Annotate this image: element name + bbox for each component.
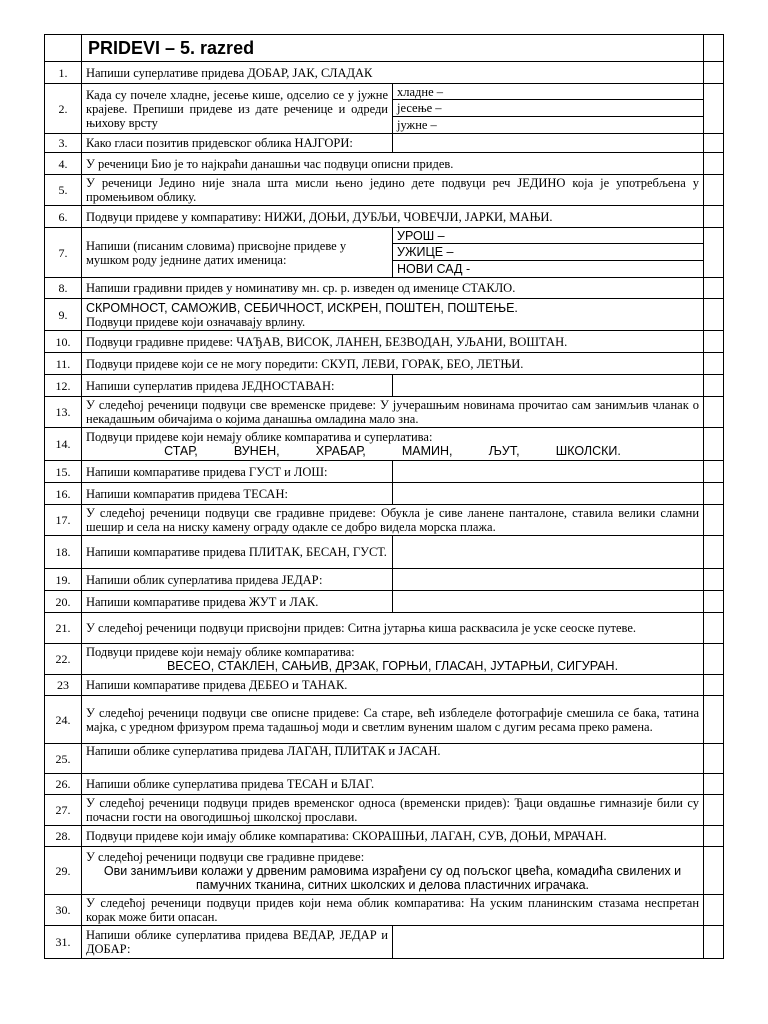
answer-line[interactable]: НОВИ САД - [397,261,471,276]
question-number: 25. [45,744,82,774]
question-number: 15. [45,461,82,483]
blank-cell [704,461,724,483]
question-number: 28. [45,826,82,847]
question-text: Напиши градивни придев у номинативу мн. ср. р. изведен од именице СТАКЛО. [82,278,704,299]
page-title: PRIDEVI – 5. razred [82,35,704,62]
question-text: Напиши компаративе придева ГУСТ и ЛОШ: [82,461,393,483]
answer-cell[interactable] [393,483,704,505]
question-row-11 [45,353,724,375]
blank-cell [704,505,724,536]
question-number: 30. [45,895,82,926]
blank-cell [704,744,724,774]
question-number: 27. [45,795,82,826]
question-text [82,299,704,331]
blank-cell [704,926,724,959]
word: СТАР, [164,444,198,458]
question-row-21 [45,613,724,644]
question-number: 19. [45,569,82,591]
question-number: 9. [45,299,82,331]
question-text: Напиши облике суперлатива придева ВЕДАР, ЈЕДАР и ДОБАР: [82,926,393,959]
blank-cell [704,35,724,62]
question-row-19 [45,569,724,591]
question-text: Напиши компаративе придева ЖУТ и ЛАК. [82,591,393,613]
question-row-25 [45,744,724,774]
question-row-20 [45,591,724,613]
question-number: 4. [45,153,82,175]
blank-cell [45,35,82,62]
question-text: У реченици Био је то најкраћи данашњи час подвуци описни придев. [82,153,704,175]
question-text: Напиши облик суперлатива придева ЈЕДАР: [82,569,393,591]
question-row-15 [45,461,724,483]
question-row-23 [45,675,724,696]
question-text: Напиши суперлатив придева ЈЕДНОСТАВАН: [82,375,393,397]
question-row-1 [45,62,724,84]
blank-cell [704,397,724,428]
question-row-16 [45,483,724,505]
answer-line[interactable]: хладне – [393,84,703,100]
blank-cell [704,696,724,744]
question-text: У реченици Једино није знала шта мисли њено једино дете подвуци реч ЈЕДИНО која је употребљена у промењивом облику. [82,175,704,206]
question-text: Подвуци придеве у компаративу: НИЖИ, ДОЊИ, ДУБЉИ, ЧОВЕЧЈИ, ЈАРКИ, МАЊИ. [82,206,704,228]
question-row-4 [45,153,724,175]
answer-cell[interactable] [393,536,704,569]
answer-line[interactable]: УЖИЦЕ – [393,244,703,261]
question-number: 6. [45,206,82,228]
blank-cell [704,331,724,353]
blank-cell [704,353,724,375]
question-number: 21. [45,613,82,644]
question-row-26 [45,774,724,795]
question-row-29 [45,847,724,895]
question-row-24 [45,696,724,744]
question-number: 26. [45,774,82,795]
question-number: 17. [45,505,82,536]
question-text: Подвуци придеве који се не могу поредити: СКУП, ЛЕВИ, ГОРАК, БЕО, ЛЕТЊИ. [82,353,704,375]
word: ХРАБАР, [315,444,366,458]
question-row-22 [45,644,724,675]
question-text: Напиши суперлативе придева ДОБАР, ЈАК, СЛАДАК [82,62,704,84]
question-instruction: У следећој реченици подвуци све градивне придеве: [86,849,365,864]
answer-cell[interactable] [393,461,704,483]
question-text [82,644,704,675]
blank-cell [704,644,724,675]
question-number: 20. [45,591,82,613]
question-text: Напиши компаративе придева ДЕБЕО и ТАНАК. [82,675,704,696]
blank-cell [704,613,724,644]
blank-cell [704,774,724,795]
question-row-9 [45,299,724,331]
question-row-5 [45,175,724,206]
question-number: 7. [45,228,82,278]
question-text: Напиши компаратив придева ТЕСАН: [82,483,393,505]
title-row [45,35,724,62]
question-row-2 [45,84,724,134]
answer-line[interactable]: јесење – [393,100,703,117]
answer-cell[interactable] [393,591,704,613]
answer-cell[interactable] [393,569,704,591]
question-number: 23 [45,675,82,696]
question-number: 3. [45,134,82,153]
question-row-28 [45,826,724,847]
question-text: Како гласи позитив придевског облика НАЈГОРИ: [82,134,393,153]
exercise-sheet [44,34,724,959]
question-number: 16. [45,483,82,505]
question-text: Када су почеле хладне, јесење кише, одселио се у јужне крајеве. Препиши придеве из дате реченице и одреди њихову врсту [82,84,393,134]
question-instruction: Подвуци придеве који немају облике компаратива и суперлатива: [86,430,433,444]
question-text: Напиши облике суперлатива придева ТЕСАН и БЛАГ. [82,774,704,795]
blank-cell [704,591,724,613]
question-row-17 [45,505,724,536]
question-row-14 [45,428,724,461]
answer-line[interactable]: УРОШ – [393,228,703,244]
question-text: У следећој реченици подвуци све описне придеве: Са старе, већ избледеле фотографије смешила се бака, татина мајка, с уредном фризуром према тадашњој моди и светлим вуненим шалом с дугим ресама преко рамена. [82,696,704,744]
question-row-13 [45,397,724,428]
answer-cell[interactable] [393,134,704,153]
word: ШКОЛСКИ. [555,444,621,458]
question-number: 11. [45,353,82,375]
question-number: 2. [45,84,82,134]
blank-cell [704,153,724,175]
question-number: 24. [45,696,82,744]
answer-cell[interactable] [393,375,704,397]
question-text: Напиши (писаним словима) присвојне придеве у мушком роду једнине датих именица: [82,228,393,278]
question-row-8 [45,278,724,299]
word: МАМИН, [401,444,453,458]
question-row-6 [45,206,724,228]
answer-cell [393,84,704,134]
blank-cell [704,228,724,278]
word-list: ВЕСЕО, СТАКЛЕН, САЊИВ, ДРЗАК, ГОРЊИ, ГЛАСАН, ЈУТАРЊИ, СИГУРАН. [166,659,619,673]
question-row-31 [45,926,724,959]
blank-cell [704,536,724,569]
question-number: 22. [45,644,82,675]
blank-cell [704,795,724,826]
question-row-3 [45,134,724,153]
answer-cell [393,228,704,278]
question-instruction: Подвуци придеве који означавају врлину. [86,314,306,329]
question-number: 29. [45,847,82,895]
question-row-18 [45,536,724,569]
blank-cell [704,134,724,153]
blank-cell [704,175,724,206]
blank-cell [704,826,724,847]
question-number: 5. [45,175,82,206]
question-text [82,847,704,895]
blank-cell [704,675,724,696]
question-text: Напиши компаративе придева ПЛИТАК, БЕСАН, ГУСТ. [82,536,393,569]
question-number: 14. [45,428,82,461]
question-instruction: Подвуци придеве који немају облике компаратива: [86,645,355,659]
question-number: 31. [45,926,82,959]
blank-cell [704,569,724,591]
word-list: СКРОМНОСТ, САМОЖИВ, СЕБИЧНОСТ, ИСКРЕН, ПОШТЕН, ПОШТЕЊЕ. [86,300,518,315]
blank-cell [704,62,724,84]
question-row-12 [45,375,724,397]
word-list [86,444,699,458]
question-text: У следећој реченици подвуци присвојни придев: Ситна јутарња киша расквасила је уске сеоске путеве. [82,613,704,644]
blank-cell [704,483,724,505]
sentence: Ови занимљиви колажи у дрвеним рамовима израђени су од пољског цвећа, комадића свилених и памучних тканина, ситних школских и делова пластичних играчака. [103,863,682,892]
question-text: У следећој реченици подвуци придев који нема облик компаратива: На уским планинским стазама неспретан корак може бити опасан. [82,895,704,926]
blank-cell [704,84,724,134]
word: ЉУТ, [488,444,520,458]
answer-line[interactable]: јужне – [397,117,437,132]
question-text: Подвуци градивне придеве: ЧАЂАВ, ВИСОК, ЛАНЕН, БЕЗВОДАН, УЉАНИ, ВОШТАН. [82,331,704,353]
blank-cell [704,206,724,228]
blank-cell [704,895,724,926]
question-row-10 [45,331,724,353]
blank-cell [704,847,724,895]
question-text: У следећој реченици подвуци све временске придеве: У јучерашњим новинама прочитао сам занимљив чланак о некадашњим обичајима о којима данашња омладина мало зна. [82,397,704,428]
blank-cell [704,278,724,299]
question-number: 12. [45,375,82,397]
answer-cell[interactable] [393,926,704,959]
question-number: 13. [45,397,82,428]
word: ВУНЕН, [233,444,280,458]
blank-cell [704,299,724,331]
question-text [82,428,704,461]
question-text: Напиши облике суперлатива придева ЛАГАН, ПЛИТАК и ЈАСАН. [82,744,704,774]
question-number: 8. [45,278,82,299]
question-row-27 [45,795,724,826]
question-text: У следећој реченици подвуци придев временског односа (временски придев): Ђаци овдашње гимназије били су почасни гости на овогодишњој школској прослави. [82,795,704,826]
question-row-30 [45,895,724,926]
blank-cell [704,375,724,397]
question-number: 18. [45,536,82,569]
question-number: 1. [45,62,82,84]
question-text: У следећој реченици подвуци све градивне придеве: Обукла је сиве ланене панталоне, ставила велики сламни шешир и села на ниску камену ограду одакле се добро видела морска плажа. [82,505,704,536]
question-number: 10. [45,331,82,353]
blank-cell [704,428,724,461]
question-row-7 [45,228,724,278]
question-text: Подвуци придеве који имају облике компаратива: СКОРАШЊИ, ЛАГАН, СУВ, ДОЊИ, МРАЧАН. [82,826,704,847]
